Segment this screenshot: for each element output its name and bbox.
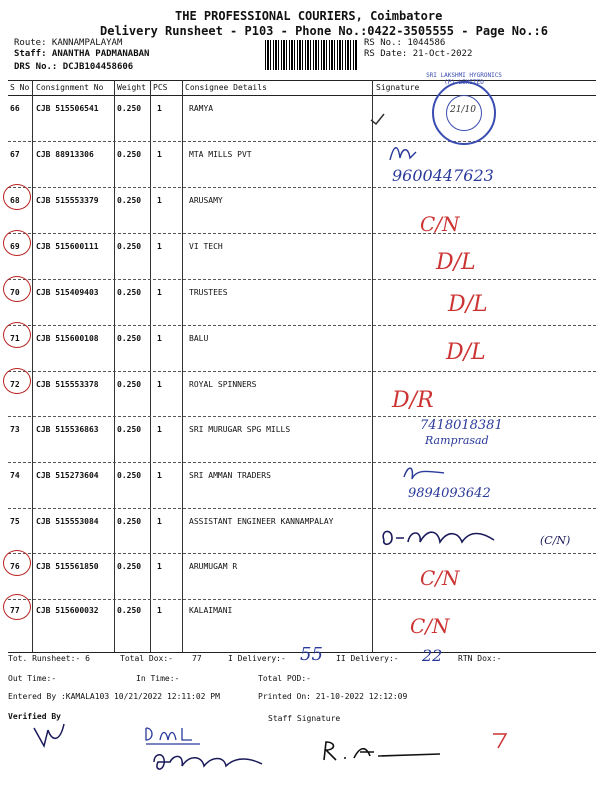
pcs-cell: 1 [157, 562, 162, 571]
consignee-cell: RAMYA [189, 104, 214, 113]
rs-number: RS No.: 1044586 [364, 38, 446, 48]
tot-runsheet: Tot. Runsheet:- 6 [8, 654, 90, 663]
sno-cell: 67 [10, 150, 20, 159]
verified-by-label: Verified By [8, 712, 61, 721]
staff-signature [320, 736, 450, 766]
handwritten-number: 7418018381 [420, 418, 503, 433]
consignment-cell: CJB 515561850 [36, 562, 99, 571]
consignee-cell: BALU [189, 334, 209, 343]
verifier-signature [30, 720, 70, 754]
col-header-pcs: PCS [153, 83, 168, 92]
pcs-cell: 1 [157, 334, 162, 343]
consignment-cell: CJB 515553379 [36, 196, 99, 205]
red-circle-mark [3, 368, 31, 394]
route-label: Route: KANNAMPALAYAM [14, 38, 123, 48]
weight-cell: 0.250 [117, 288, 142, 297]
row-divider [8, 233, 596, 234]
handwritten-cn: C/N [420, 566, 460, 590]
company-stamp [432, 81, 496, 145]
weight-cell: 0.250 [117, 606, 142, 615]
red-circle-mark [3, 594, 31, 620]
consignment-cell: CJB 515409403 [36, 288, 99, 297]
col-divider [114, 80, 115, 652]
pcs-cell: 1 [157, 471, 162, 480]
row-divider [8, 279, 596, 280]
row-divider [8, 462, 596, 463]
red-circle-mark [3, 550, 31, 576]
consignee-cell: ASSISTANT ENGINEER KANNAMPALAY [189, 517, 334, 526]
staff-signature-label: Staff Signature [268, 714, 341, 723]
handwritten-cn-paren: (C/N) [540, 534, 571, 547]
consignment-cell: CJB 515553084 [36, 517, 99, 526]
runsheet-subtitle: Delivery Runsheet - P103 - Phone No.:0422-3505555 - Page No.:6 [100, 24, 548, 38]
col-divider [182, 80, 183, 652]
pcs-cell: 1 [157, 288, 162, 297]
weight-cell: 0.250 [117, 196, 142, 205]
red-circle-mark [3, 184, 31, 210]
total-pod-label: Total POD:- [258, 674, 311, 683]
col-header-weight: Weight [117, 83, 146, 92]
handwritten-phone: 9600447623 [392, 166, 494, 185]
col-header-consignment: Consignment No [36, 83, 104, 92]
company-title: THE PROFESSIONAL COURIERS, Coimbatore [175, 9, 443, 23]
pcs-cell: 1 [157, 196, 162, 205]
handwritten-phone: 9894093642 [408, 486, 491, 501]
consignee-cell: KALAIMANI [189, 606, 233, 615]
sno-cell: 72 [10, 380, 20, 389]
sno-cell: 68 [10, 196, 20, 205]
col-header-consignee: Consignee Details [185, 83, 267, 92]
total-dox-value: 77 [192, 654, 202, 663]
handwritten-dr: D/R [392, 388, 434, 413]
signature-scribble [388, 140, 418, 168]
consignment-cell: CJB 515600108 [36, 334, 99, 343]
handwritten-cn: C/N [410, 614, 450, 638]
signature-scribble [400, 463, 450, 485]
ii-delivery-label: II Delivery:- [336, 654, 399, 663]
in-time-label: In Time:- [136, 674, 180, 683]
out-time-label: Out Time:- [8, 674, 57, 683]
weight-cell: 0.250 [117, 425, 142, 434]
row-divider [8, 599, 596, 600]
row-divider [8, 416, 596, 417]
weight-cell: 0.250 [117, 150, 142, 159]
sno-cell: 74 [10, 471, 20, 480]
rtn-dox-label: RTN Dox:- [458, 654, 502, 663]
total-dox-label: Total Dox:- [120, 654, 173, 663]
red-circle-mark [3, 276, 31, 302]
pcs-cell: 1 [157, 517, 162, 526]
sno-cell: 71 [10, 334, 20, 343]
consignee-cell: SRI MURUGAR SPG MILLS [189, 425, 291, 434]
sno-cell: 73 [10, 425, 20, 434]
col-divider [372, 80, 373, 652]
table-header-border [8, 95, 596, 96]
printed-on: Printed On: 21-10-2022 12:12:09 [258, 692, 408, 701]
consignment-cell: CJB 515600032 [36, 606, 99, 615]
consignment-cell: CJB 515273604 [36, 471, 99, 480]
handwritten-dl: D/L [448, 292, 488, 317]
row-divider [8, 553, 596, 554]
i-delivery-label: I Delivery:- [228, 654, 286, 663]
weight-cell: 0.250 [117, 380, 142, 389]
col-header-signature: Signature [376, 83, 420, 92]
row-divider [8, 141, 596, 142]
weight-cell: 0.250 [117, 242, 142, 251]
consignment-cell: CJB 515553378 [36, 380, 99, 389]
consignment-cell: CJB 88913306 [36, 150, 94, 159]
col-header-sno: S No [10, 83, 30, 92]
sno-cell: 70 [10, 288, 20, 297]
stamp-text: SRI LAKSHMI HYGRONICS (P) LIMITED [426, 72, 502, 86]
weight-cell: 0.250 [117, 334, 142, 343]
staff-label: Staff: ANANTHA PADMANABAN [14, 49, 150, 59]
sno-cell: 66 [10, 104, 20, 113]
handwritten-cn: C/N [420, 212, 460, 236]
weight-cell: 0.250 [117, 517, 142, 526]
row-divider [8, 371, 596, 372]
handwritten-dl: D/L [446, 340, 486, 365]
pcs-cell: 1 [157, 425, 162, 434]
red-circle-mark [3, 230, 31, 256]
dml-signature [140, 722, 220, 746]
drs-label: DRS No.: DCJB104458606 [14, 62, 134, 72]
weight-cell: 0.250 [117, 471, 142, 480]
consignee-cell: ROYAL SPINNERS [189, 380, 257, 389]
sno-cell: 75 [10, 517, 20, 526]
consignee-cell: TRUSTEES [189, 288, 228, 297]
consignment-cell: CJB 515536863 [36, 425, 99, 434]
pcs-cell: 1 [157, 380, 162, 389]
consignee-cell: MTA MILLS PVT [189, 150, 252, 159]
i-delivery-value: 55 [300, 644, 323, 665]
consignee-cell: VI TECH [189, 242, 223, 251]
pcs-cell: 1 [157, 150, 162, 159]
rs-date: RS Date: 21-Oct-2022 [364, 49, 473, 59]
pcs-cell: 1 [157, 104, 162, 113]
stamp-date: 21/10 [450, 105, 476, 115]
tamil-signature [378, 524, 498, 554]
handwritten-name: Ramprasad [425, 434, 489, 447]
weight-cell: 0.250 [117, 562, 142, 571]
red-circle-mark [3, 322, 31, 348]
col-divider [32, 80, 33, 652]
tamil-footer-signature [150, 748, 270, 776]
sno-cell: 76 [10, 562, 20, 571]
consignee-cell: ARUSAMY [189, 196, 223, 205]
row-divider [8, 508, 596, 509]
col-divider [150, 80, 151, 652]
ii-delivery-value: 22 [422, 646, 443, 665]
tick-mark [368, 110, 388, 130]
entered-by: Entered By :KAMALA103 10/21/2022 12:11:02 PM [8, 692, 220, 701]
barcode [265, 40, 357, 70]
red-seven-mark [490, 730, 510, 750]
handwritten-dl: D/L [436, 250, 476, 275]
sno-cell: 69 [10, 242, 20, 251]
table-top-border [8, 80, 596, 81]
row-divider [8, 325, 596, 326]
consignee-cell: SRI AMMAN TRADERS [189, 471, 271, 480]
pcs-cell: 1 [157, 606, 162, 615]
consignment-cell: CJB 515600111 [36, 242, 99, 251]
consignment-cell: CJB 515506541 [36, 104, 99, 113]
weight-cell: 0.250 [117, 104, 142, 113]
sno-cell: 77 [10, 606, 20, 615]
row-divider [8, 187, 596, 188]
pcs-cell: 1 [157, 242, 162, 251]
consignee-cell: ARUMUGAM R [189, 562, 238, 571]
